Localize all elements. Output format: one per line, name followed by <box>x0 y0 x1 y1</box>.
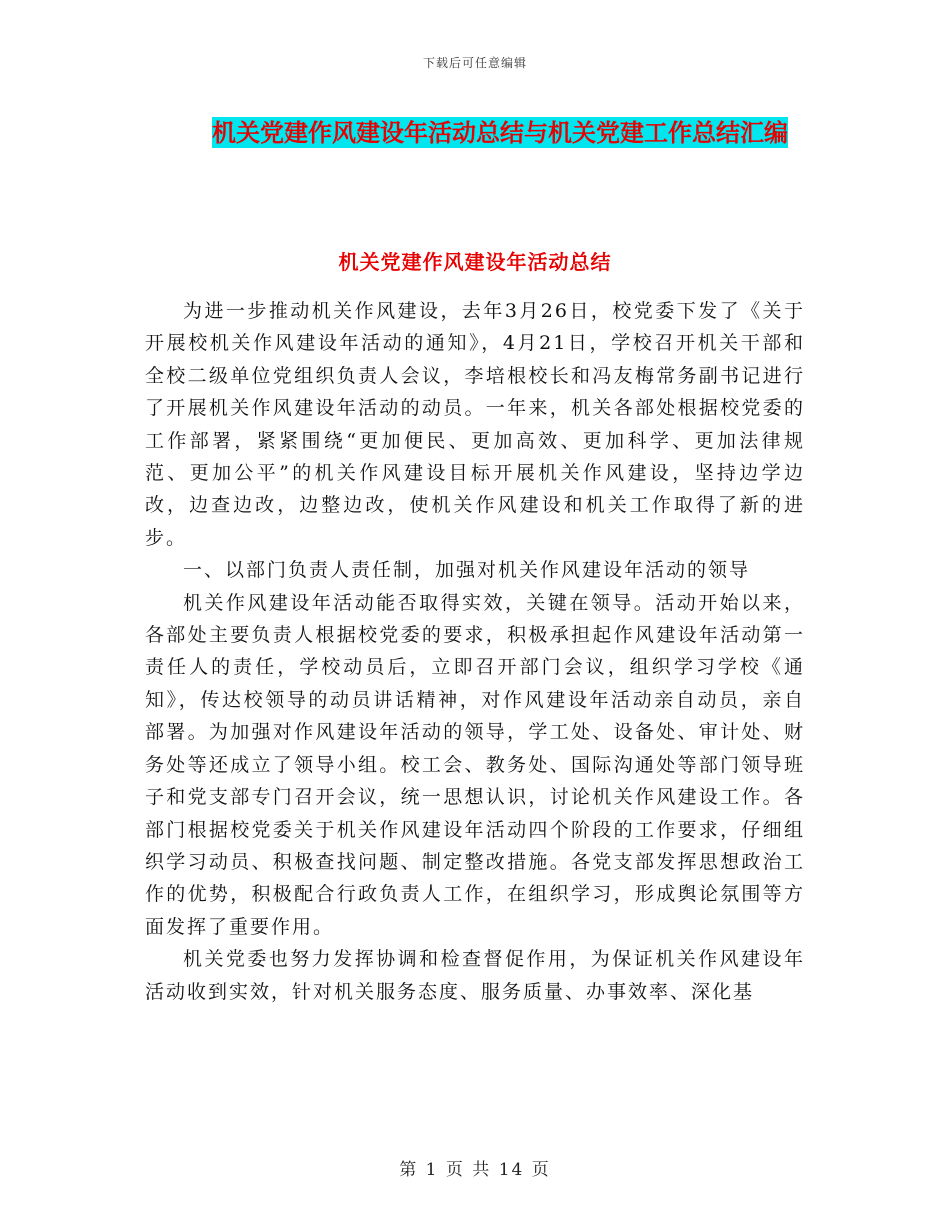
paragraph: 机关作风建设年活动能否取得实效，关键在领导。活动开始以来，各部处主要负责人根据校党委的要求，积极承担起作风建设年活动第一责任人的责任，学校动员后，立即召开部门会议，组织学习学校《通知》，传达校领导的动员讲话精神，对作风建设年活动亲自动员，亲自部署。为加强对作风建设年活动的领导，学工处、设备处、审计处、财务处等还成立了领导小组。校工会、教务处、国际沟通处等部门领导班子和党支部专门召开会议，统一思想认识，讨论机关作风建设工作。各部门根据校党委关于机关作风建设年活动四个阶段的工作要求，仔细组织学习动员、积极查找问题、制定整改措施。各党支部发挥思想政治工作的优势，积极配合行政负责人工作，在组织学习，形成舆论氛围等方面发挥了重要作用。 <box>145 591 805 938</box>
page-number: 第 1 页 共 14 页 <box>399 1160 551 1180</box>
document-title <box>190 112 810 154</box>
paragraph-heading: 一、以部门负责人责任制，加强对机关作风建设年活动的领导 <box>183 559 751 582</box>
paragraph: 为进一步推动机关作风建设，去年3月26日，校党委下发了《关于开展校机关作风建设年活动的通知》，4月21日，学校召开机关干部和全校二级单位党组织负责人会议，李培根校长和冯友梅常务副书记进行了开展机关作风建设年活动的动员。一年来，机关各部处根据校党委的工作部署，紧紧围绕“更加便民、更加高效、更加科学、更加法律规范、更加公平”的机关作风建设目标开展机关作风建设，坚持边学边改，边查边改，边整边改，使机关作风建设和机关工作取得了新的进步。 <box>145 300 805 549</box>
document-body <box>145 295 805 1008</box>
document-title-text: 机关党建作风建设年活动总结与机关党建工作总结汇编 <box>212 118 788 147</box>
section-title: 机关党建作风建设年活动总结 <box>338 250 612 274</box>
page-header-note: 下载后可任意编辑 <box>422 56 527 70</box>
paragraph: 机关党委也努力发挥协调和检查督促作用，为保证机关作风建设年活动收到实效，针对机关服务态度、服务质量、办事效率、深化基 <box>145 948 805 1003</box>
